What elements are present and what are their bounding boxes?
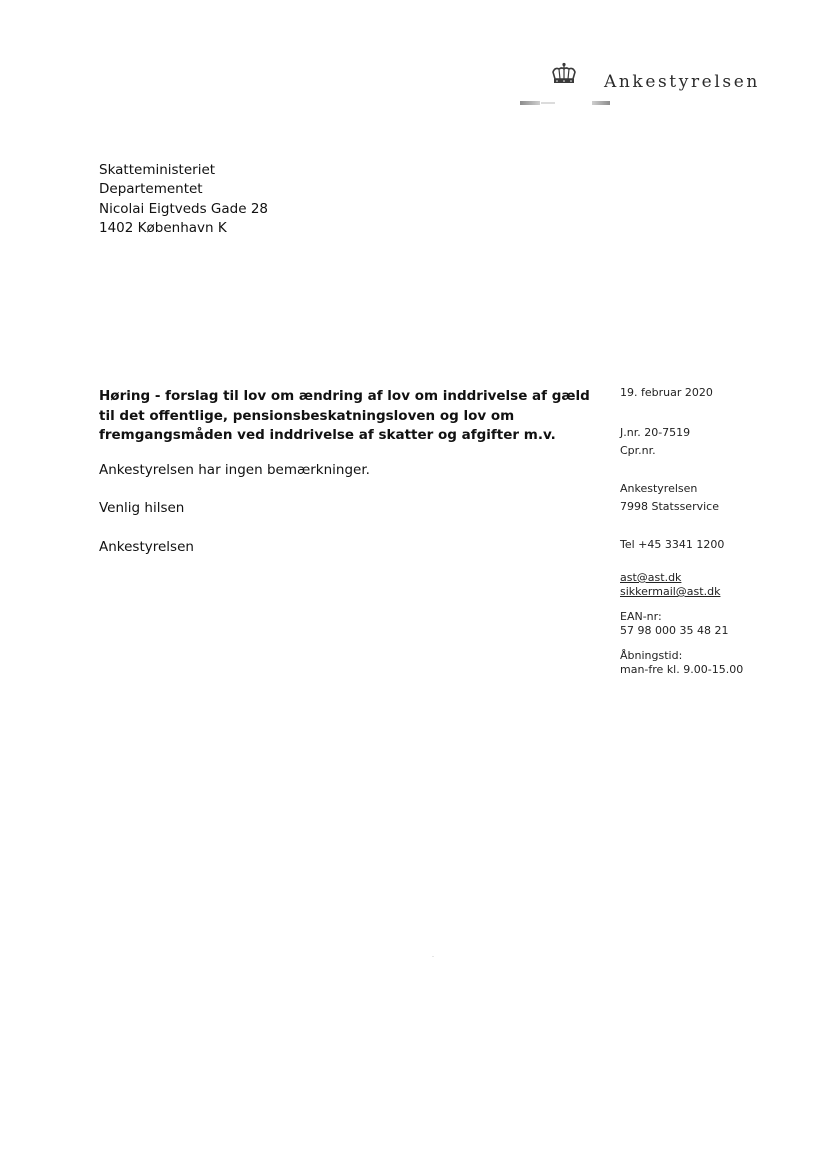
logo-rule-right <box>592 101 610 105</box>
opening-hours-value: man-fre kl. 9.00-15.00 <box>620 663 744 676</box>
cpr-number: Cpr.nr. <box>620 444 656 457</box>
logo-rule-left <box>520 101 540 105</box>
opening-hours-label: Åbningstid: <box>620 649 683 662</box>
email-link[interactable]: ast@ast.dk <box>620 571 682 584</box>
scan-speck <box>432 956 434 957</box>
letter-closing: Venlig hilsen <box>99 500 185 516</box>
ean-value: 57 98 000 35 48 21 <box>620 624 729 637</box>
letter-signature: Ankestyrelsen <box>99 539 194 555</box>
journal-number: J.nr. 20-7519 <box>620 426 691 439</box>
sender-name: Ankestyrelsen <box>620 482 698 495</box>
secure-email-link[interactable]: sikkermail@ast.dk <box>620 585 721 598</box>
secure-email-link-container <box>620 584 720 600</box>
recipient-line: Nicolai Eigtveds Gade 28 <box>99 200 269 217</box>
logo-text: Ankestyrelsen <box>604 72 760 92</box>
sender-phone: Tel +45 3341 1200 <box>620 538 725 551</box>
letter-statement: Ankestyrelsen har ingen bemærkninger. <box>99 462 370 478</box>
ankestyrelsen-logo <box>518 62 788 110</box>
ean-label: EAN-nr: <box>620 610 662 623</box>
recipient-line: Skatteministeriet <box>99 162 216 178</box>
logo-rule-left-fade <box>541 102 555 104</box>
letter-subject: Høring - forslag til lov om ændring af lov om inddrivelse af gæld til det offentlige, pensionsbeskatningsloven og lov om fremgangsmåden ved inddrivelse af skatter og afgifter m.v. <box>99 388 590 443</box>
recipient-line: Departementet <box>99 181 203 198</box>
sender-address: 7998 Statsservice <box>620 500 719 513</box>
letter-date: 19. februar 2020 <box>620 386 713 399</box>
crown-icon <box>549 62 579 88</box>
recipient-address <box>99 161 268 238</box>
recipient-line: 1402 København K <box>99 219 227 236</box>
